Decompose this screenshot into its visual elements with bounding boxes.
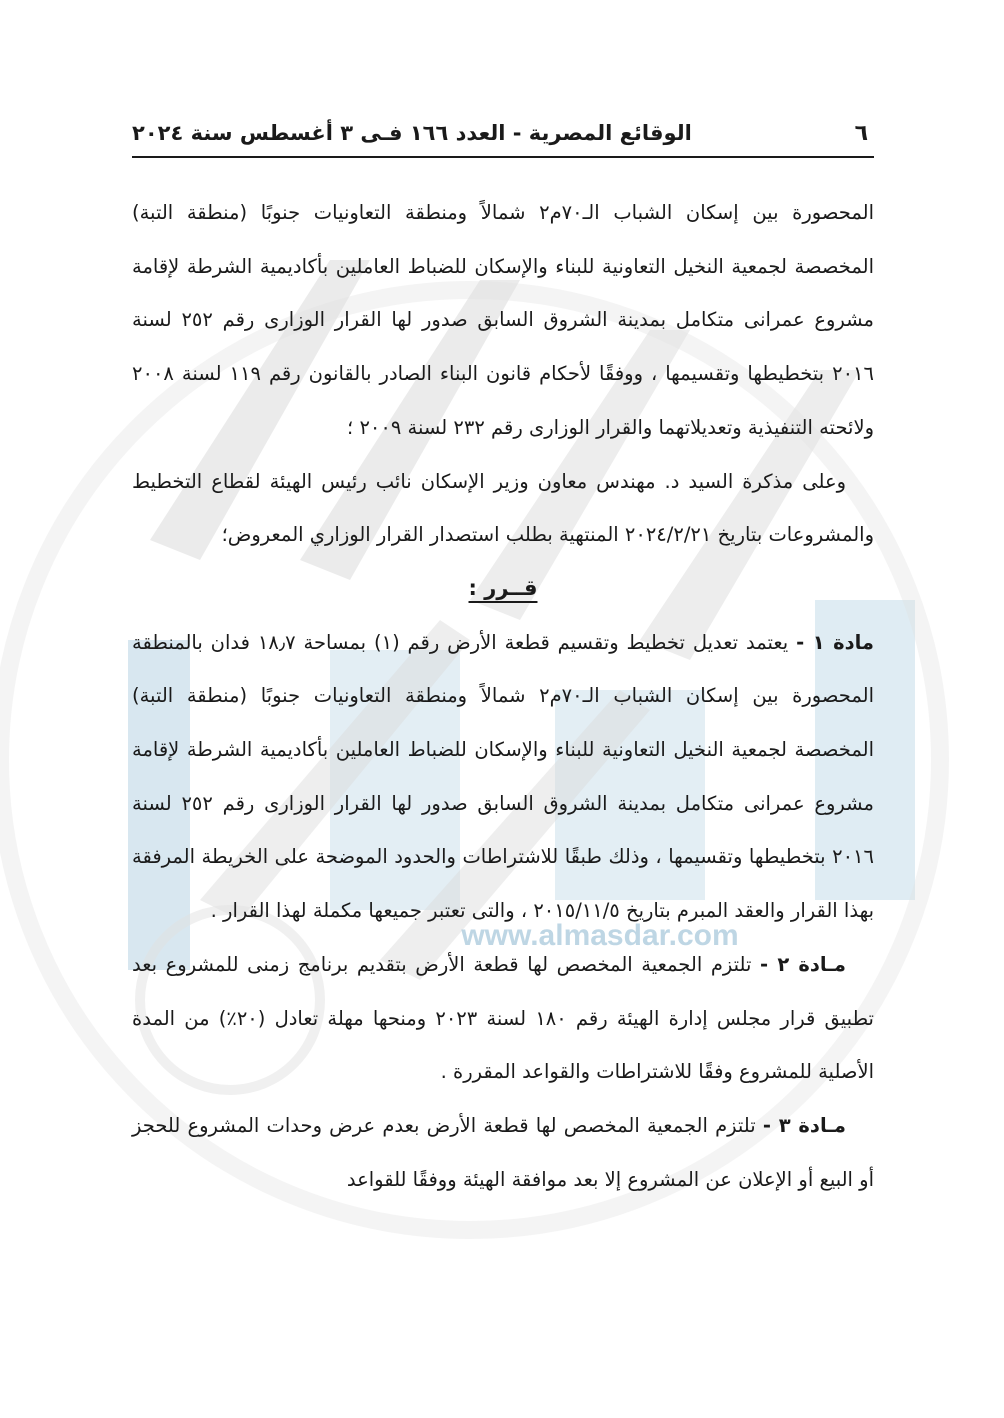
article-3-title: مـادة ٣ - (762, 1113, 847, 1137)
paragraph-continuation: المحصورة بين إسكان الشباب الـ٧٠م٢ شمالاً ومنطقة التعاونيات جنوبًا (منطقة التبة) المخصصة لجمعية النخيل التعاونية للبناء والإسكان للضباط العاملين بأكاديمية الشرطة لإقامة مشروع عمرانى متكامل بمدينة الشروق السابق صدور لها القرار الوزارى رقم ٢٥٢ لسنة ٢٠١٦ بتخطيطها وتقسيمها ، ووفقًا لأحكام قانون البناء الصادر بالقانون رقم ١١٩ لسنة ٢٠٠٨ ولائحته التنفيذية وتعديلاتهما والقرار الوزارى رقم ٢٣٢ لسنة ٢٠٠٩ ؛ (132, 201, 874, 439)
article-1-body: يعتمد تعديل تخطيط وتقسيم قطعة الأرض رقم (١) بمساحة ١٨٫٧ فدان بالمنطقة المحصورة بين إسكان الشباب الـ٧٠م٢ شمالاً ومنطقة التعاونيات جنوبًا (منطقة التبة) المخصصة لجمعية النخيل التعاونية للبناء والإسكان للضباط العاملين بأكاديمية الشرطة لإقامة مشروع عمرانى متكامل بمدينة الشروق السابق صدور لها القرار الوزارى رقم ٢٥٢ لسنة ٢٠١٦ بتخطيطها وتقسيمها ، وذلك طبقًا للاشتراطات والحدود الموضحة على الخريطة المرفقة بهذا القرار والعقد المبرم بتاريخ ٢٠١٥/١١/٥ ، والتى تعتبر جميعها مكملة لهذا القرار . (132, 630, 874, 923)
page-header (132, 110, 874, 158)
watermark-url: www.almasdar.com (461, 919, 739, 952)
article-3-body: تلتزم الجمعية المخصص لها قطعة الأرض بعدم عرض وحدات المشروع للحجز أو البيع أو الإعلان عن المشروع إلا بعد موافقة الهيئة ووفقًا للقواعد (132, 1113, 874, 1191)
decision-heading (132, 562, 874, 616)
article-2-title: مـادة ٢ - (760, 952, 846, 976)
paragraph-memo: وعلى مذكرة السيد د. مهندس معاون وزير الإسكان نائب رئيس الهيئة لقطاع التخطيط والمشروعات بتاريخ ٢٠٢٤/٢/٢١ المنتهية بطلب استصدار القرار الوزاري المعروض؛ (132, 469, 874, 547)
article-1-title: مادة ١ - (796, 630, 874, 654)
article-1 (132, 616, 874, 938)
article-2-body: تلتزم الجمعية المخصص لها قطعة الأرض بتقديم برنامج زمنى للمشروع بعد تطبيق قرار مجلس إدارة الهيئة رقم ١٨٠ لسنة ٢٠٢٣ ومنحها مهلة تعادل (٢٠٪) من المدة الأصلية للمشروع وفقًا للاشتراطات والقواعد المقررة . (132, 952, 874, 1084)
decision-label: قــرر : (468, 575, 538, 600)
document-body (132, 186, 874, 1206)
page-number: ٦ (854, 120, 868, 146)
gazette-title: الوقائع المصرية - العدد ١٦٦ فـى ٣ أغسطس سنة ٢٠٢٤ (132, 121, 692, 145)
article-3 (132, 1099, 874, 1206)
article-2 (132, 938, 874, 1099)
